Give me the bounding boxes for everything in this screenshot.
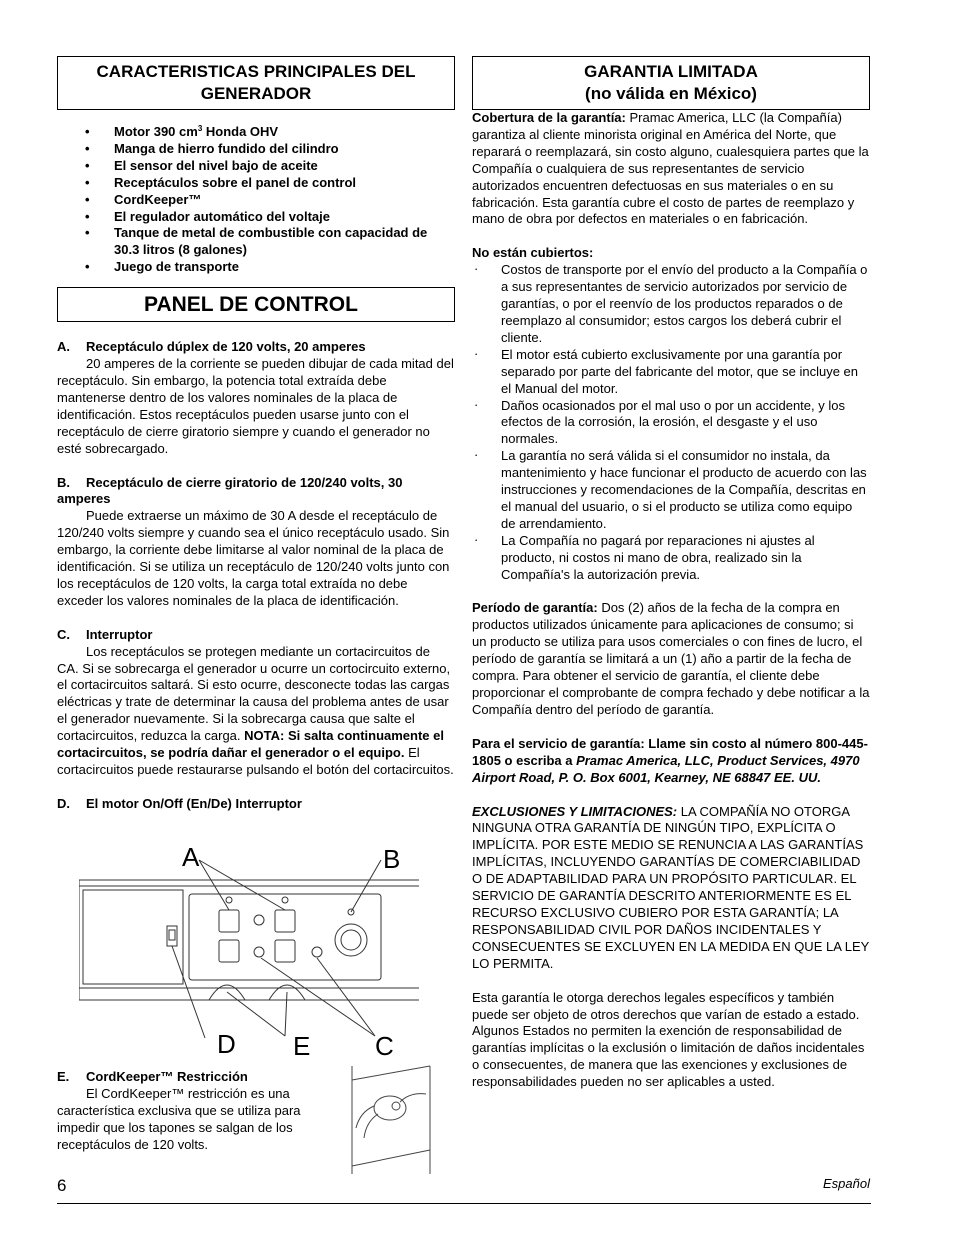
coverage-paragraph: Cobertura de la garantía: Pramac America, LLC (la Compañía) garantiza al cliente minorista original en América del Norte, que reparará o reemplazará, sin costo alguno, cualesquiera partes que la Compañía o cualquiera de sus representantes de servicio autorizados encuentren defectuosas en sus materiales o en su fabricación. Esta garantía cubre el costo de partes de reemplazo y mano de obra por defectos en materiales o en fabricación. <box>472 110 869 227</box>
features-heading: CARACTERISTICAS PRINCIPALES DEL GENERADOR <box>57 56 455 110</box>
list-item: · El motor está cubierto exclusivamente por una garantía por separado por parte del fabricante del motor, que se incluye en el Manual del motor. <box>472 347 870 398</box>
list-item: · Costos de transporte por el envío del producto a la Compañía o a sus representantes de servicio autorizados por servicio de garantías, o por el reenvío de los productos reparados o de reemplazo al consumidor; estos cargos los deberá cubrir el cliente. <box>472 262 870 347</box>
footer-language: Español <box>823 1176 870 1191</box>
label-a: A <box>182 842 200 872</box>
list-item: • Tanque de metal de combustible con capacidad de 30.3 litros (8 galones) <box>57 225 455 259</box>
label-d: D <box>217 1029 236 1059</box>
label-c: C <box>375 1031 394 1061</box>
left-column <box>57 56 455 813</box>
section-d: D. El motor On/Off (En/De) Interruptor <box>57 795 302 811</box>
warranty-heading: GARANTIA LIMITADA (no válida en México) <box>472 56 870 110</box>
service-paragraph: Para el servicio de garantía: Llame sin costo al número 800-445-1805 o escriba a Pramac America, LLC, Product Services, 4970 Airport Road, P. O. Box 6001, Kearney, NE 68847 EE. UU. <box>472 735 868 785</box>
label-e: E <box>293 1031 311 1061</box>
list-item: • Manga de hierro fundido del cilindro <box>57 141 455 158</box>
list-item: • Receptáculos sobre el panel de control <box>57 175 455 192</box>
list-item: • El sensor del nivel bajo de aceite <box>57 158 455 175</box>
footer-rule <box>57 1203 871 1204</box>
section-e: E. CordKeeper™ Restricción El CordKeeper™ restricción es una característica exclusiva que se utiliza para impedir que los tapones se salgan de los receptáculos de 120 volts. <box>57 1069 301 1152</box>
section-b: B. Receptáculo de cierre giratorio de 120/240 volts, 30 amperes Puede extraerse un máximo de 30 A desde el receptáculo de 120/240 volts siempre y cuando sea el único receptáculo usado. Sin embargo, la corriente debe limitarse al valor nominal de la placa de identificación. Si se utiliza un receptáculo de 120/240 volts junto con los receptáculos de 120 volts, la carga total extraída no debe exceder los valores nominales de la placa de identificación. <box>57 474 450 608</box>
section-c: C. Interruptor Los receptáculos se protegen mediante un cortacircuitos de CA. Si se sobrecarga el generador u ocurre un cortocircuito externo, el cortacircuitos saltará. Si esto ocurre, desconecte todas las cargas eléctricas y trate de determinar la causa del problema antes de usar el generador nuevamente. Si la sobrecarga causa que salte el cortacircuitos, reduzca la carga. NOTA: Si salta continuamente el cortacircuitos, se podría dañar el generador o el equipo. El cortacircuitos puede restaurarse pulsando el botón del cortacircuitos. <box>57 626 454 777</box>
page-number: 6 <box>57 1176 67 1195</box>
list-item: · La garantía no será válida si el consumidor no instala, da mantenimiento y hace funcionar el producto de acuerdo con las instrucciones y recomendaciones de la Compañía, descritas en el manual del usuario, o si el producto se utiliza como equipo de arrendamiento. <box>472 448 870 533</box>
control-panel-diagram <box>79 840 419 1065</box>
list-item: • El regulador automático del voltaje <box>57 209 455 226</box>
features-list <box>57 124 455 276</box>
exclusions-paragraph: EXCLUSIONES Y LIMITACIONES: LA COMPAÑÍA NO OTORGA NINGUNA OTRA GARANTÍA DE NINGÚN TIPO, EXPLÍCITA O IMPLÍCITA. POR ESTE MEDIO SE RENUNCIA A LAS GARANTÍAS IMPLÍCITAS, INCLUYENDO GARANTÍAS DE COMERCIABILIDAD O DE ADAPTABILIDAD PARA UN PROPÓSITO PARTICULAR. EL SERVICIO DE GARANTÍA DESCRITO ANTERIORMENTE ES EL RECURSO EXCLUSIVO CUBIERO POR ESTA GARANTÍA; LA RESPONSABILIDAD CIVIL POR DAÑOS INCIDENTALES Y CONSECUENTES SE EXCLUYEN EN LA MEDIDA EN QUE LA LEY LO PERMITA. <box>472 803 870 971</box>
list-item: · Daños ocasionados por el mal uso o por un accidente, y los efectos de la corrosión, la erosión, el desgaste y el uso normales. <box>472 398 870 449</box>
list-item: · La Compañía no pagará por reparaciones ni ajustes al producto, ni costos ni mano de obra, realizado sin la Compañía's la autorización previa. <box>472 533 870 584</box>
label-b: B <box>383 844 401 874</box>
rights-paragraph: Esta garantía le otorga derechos legales específicos y también puede ser objeto de otros derechos que varían de estado a estado. Algunos Estados no permiten la exención de responsabilidad de garantías implícitas o la exclusión o limitación de daños incidentales o consecuentes, de manera que las exenciones y exclusiones de responsabilidades pueden no ser aplicables a usted. <box>472 989 865 1090</box>
panel-heading: PANEL DE CONTROL <box>57 287 455 322</box>
list-item: • CordKeeper™ <box>57 192 455 209</box>
cordkeeper-illustration <box>330 1062 436 1176</box>
not-covered-list <box>472 262 870 583</box>
list-item: • Motor 390 $cm^3$ Honda OHV <box>57 124 455 141</box>
section-a: A. Receptáculo dúplex de 120 volts, 20 amperes 20 amperes de la corriente se pueden dibujar de cada mitad del receptáculo. Sin embargo, la potencia total extraída debe mantenerse dentro de los valores nominales de la placa de identificación. Estos receptáculos pueden usarse junto con el receptáculo de cierre giratorio siempre y cuando el generador no esté sobrecargado. <box>57 339 454 456</box>
period-paragraph: Período de garantía: Dos (2) años de la fecha de la compra en productos utilizados únicamente para aplicaciones de consumo; si un producto se utiliza para usos comerciales o con fines de lucro, el período de garantía se limitará a un (1) año a partir de la fecha de compra. Para obtener el servicio de garantía, el cliente debe proporcionar el comprobante de compra fechado y debe notificar a la Compañía dentro del período de garantía. <box>472 600 870 717</box>
right-column <box>472 56 870 1091</box>
not-covered-label: No están cubiertos: <box>472 245 594 261</box>
list-item: • Juego de transporte <box>57 259 455 276</box>
